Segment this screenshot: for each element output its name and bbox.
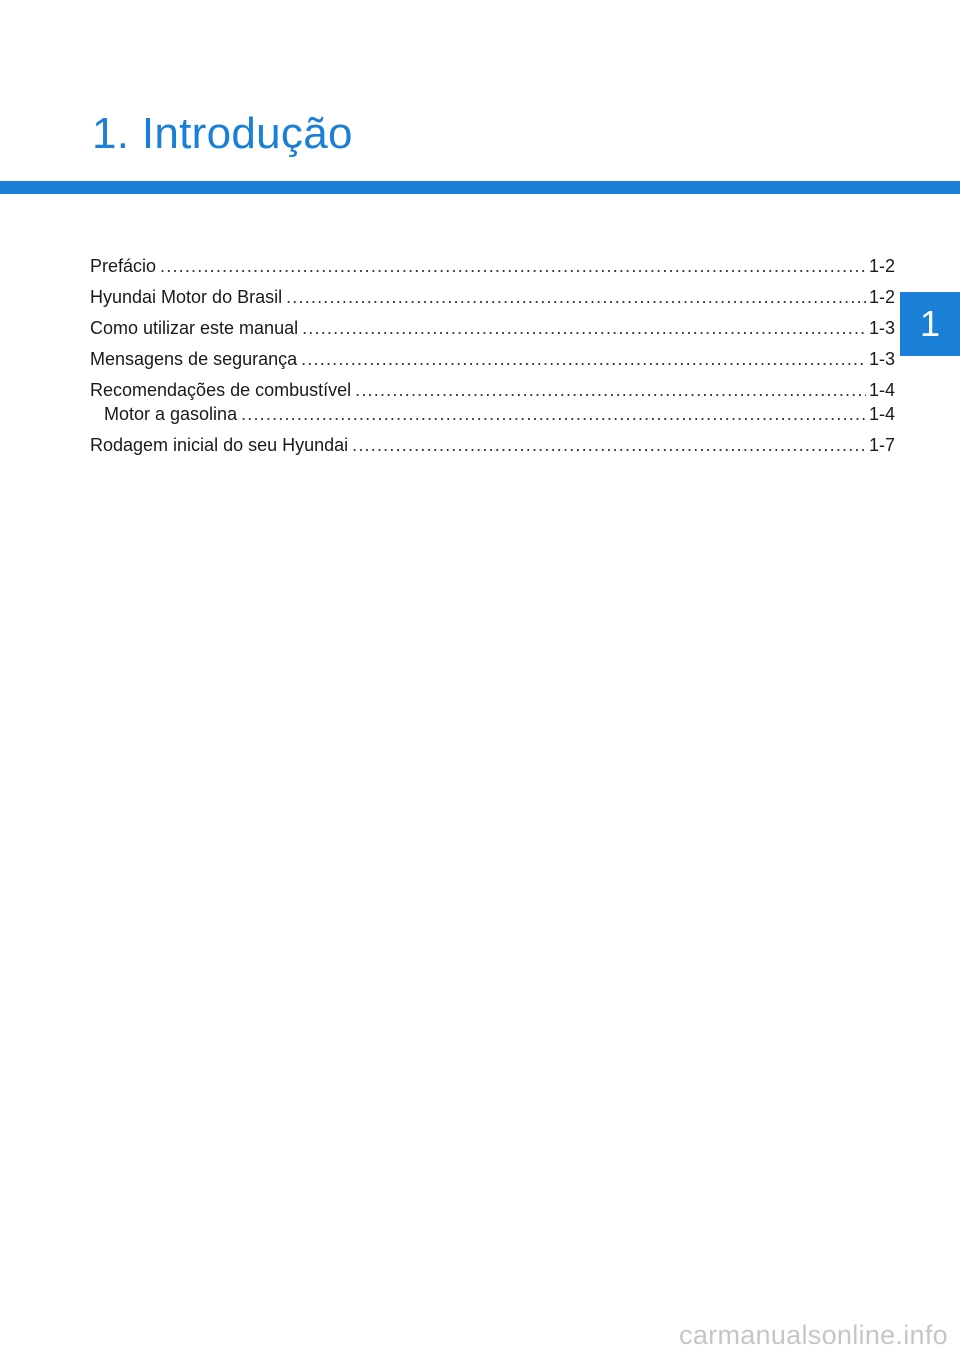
toc-dot-leader [302,316,866,340]
table-of-contents [90,254,895,457]
toc-dot-leader [352,433,866,457]
toc-entry-label: Prefácio [90,256,157,276]
toc-entry-motor-a-gasolina[interactable] [90,402,895,426]
toc-entry-page: 1-3 [868,318,895,338]
toc-entry-page: 1-2 [868,287,895,307]
toc-entry-rodagem-inicial[interactable] [90,433,895,457]
toc-entry-label: Recomendações de combustível [90,380,352,400]
toc-entry-label: Como utilizar este manual [90,318,299,338]
toc-entry-recomendacoes-de-combustivel[interactable] [90,378,895,402]
toc-entry-label: Rodagem inicial do seu Hyundai [90,435,349,455]
toc-entry-hyundai-motor-do-brasil[interactable] [90,285,895,309]
toc-entry-mensagens-de-seguranca[interactable] [90,347,895,371]
watermark: carmanualsonline.info [679,1320,948,1350]
chapter-tab[interactable]: 1 [900,292,960,356]
toc-dot-leader [301,347,866,371]
toc-entry-page: 1-4 [868,404,895,424]
toc-entry-page: 1-7 [868,435,895,455]
toc-dot-leader [355,378,866,402]
toc-dot-leader [160,254,866,278]
toc-entry-label: Motor a gasolina [104,404,238,424]
toc-entry-label: Mensagens de segurança [90,349,298,369]
toc-entry-label: Hyundai Motor do Brasil [90,287,283,307]
toc-entry-page: 1-2 [868,256,895,276]
toc-entry-page: 1-3 [868,349,895,369]
toc-dot-leader [286,285,866,309]
chapter-header-bar [0,181,960,194]
toc-entry-page: 1-4 [868,380,895,400]
toc-entry-prefacio[interactable] [90,254,895,278]
toc-dot-leader [241,402,866,426]
toc-entry-como-utilizar-este-manual[interactable] [90,316,895,340]
chapter-title: 1. Introdução [92,109,353,158]
